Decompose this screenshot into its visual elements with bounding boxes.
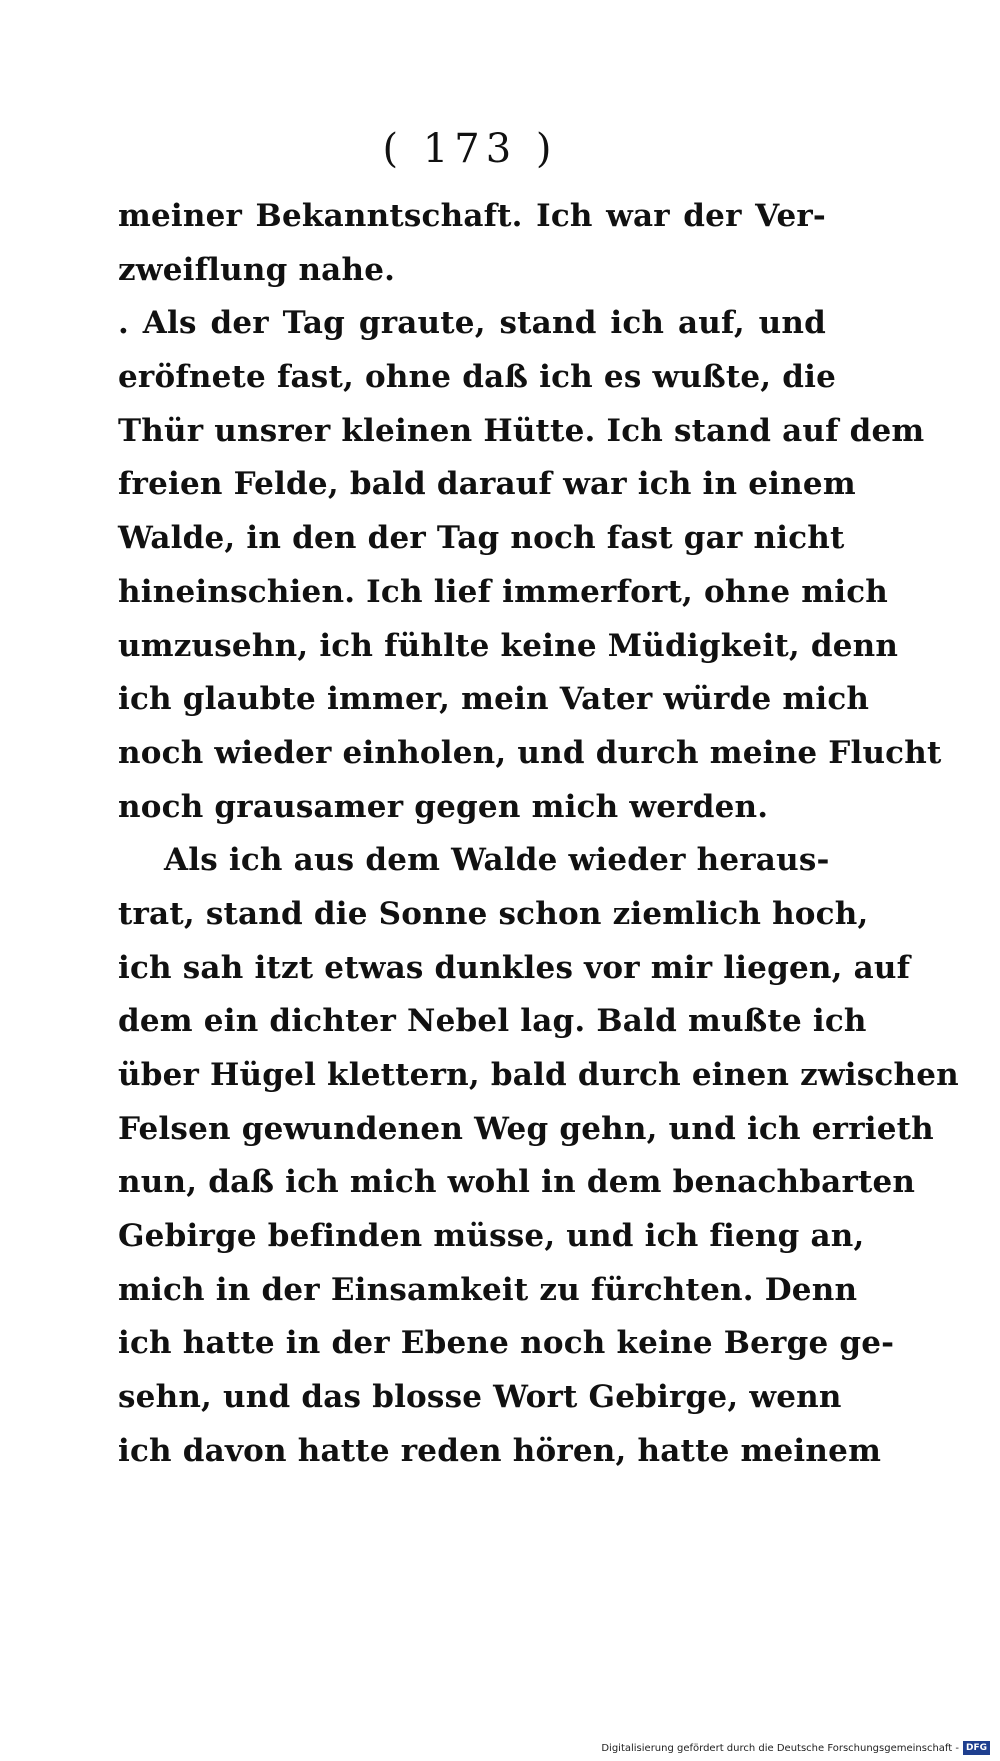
digitization-credit bbox=[601, 1741, 990, 1755]
text-line: . Als der Tag graute, stand ich auf, und bbox=[118, 305, 826, 342]
text-line: trat, stand die Sonne schon ziemlich hoch, bbox=[118, 895, 869, 932]
text-line: sehn, und das blosse Wort Gebirge, wenn bbox=[118, 1379, 842, 1416]
text-line: noch grausamer gegen mich werden. bbox=[118, 788, 769, 825]
text-line: meiner Bekanntschaft. Ich war der Ver- bbox=[118, 198, 826, 234]
text-line: ich hatte in der Ebene noch keine Berge ge- bbox=[118, 1325, 895, 1362]
text-line: Thür unsrer kleinen Hütte. Ich stand auf dem bbox=[118, 412, 925, 449]
text-line: nun, daß ich mich wohl in dem benachbarten bbox=[118, 1164, 916, 1201]
text-line: freien Felde, bald darauf war ich in einem bbox=[118, 466, 856, 503]
text-line: ich glaubte immer, mein Vater würde mich bbox=[118, 681, 870, 718]
text-line: umzusehn, ich fühlte keine Müdigkeit, denn bbox=[118, 627, 899, 664]
text-line: ich davon hatte reden hören, hatte meinem bbox=[118, 1432, 882, 1469]
text-line: über Hügel klettern, bald durch einen zwischen bbox=[118, 1057, 959, 1093]
text-line: Felsen gewundenen Weg gehn, und ich errieth bbox=[118, 1110, 934, 1147]
body-text bbox=[118, 190, 959, 1479]
text-line: Gebirge befinden müsse, und ich fieng an, bbox=[118, 1218, 865, 1255]
dfg-logo: DFG bbox=[963, 1741, 990, 1755]
text-line: hineinschien. Ich lief immerfort, ohne mich bbox=[118, 573, 889, 610]
text-line: Walde, in den der Tag noch fast gar nicht bbox=[118, 520, 845, 557]
text-line: eröfnete fast, ohne daß ich es wußte, die bbox=[118, 359, 837, 396]
page-number: ( 173 ) bbox=[382, 126, 558, 172]
text-line: dem ein dichter Nebel lag. Bald mußte ich bbox=[118, 1003, 867, 1040]
text-line: ich sah itzt etwas dunkles vor mir liegen, auf bbox=[118, 949, 911, 986]
text-line: noch wieder einholen, und durch meine Flucht bbox=[118, 734, 942, 771]
credit-text: Digitalisierung gefördert durch die Deutsche Forschungsgemeinschaft - bbox=[601, 1742, 959, 1754]
text-line: Als ich aus dem Walde wieder heraus- bbox=[164, 842, 830, 879]
text-line: zweiflung nahe. bbox=[118, 251, 396, 288]
text-line: mich in der Einsamkeit zu fürchten. Denn bbox=[118, 1271, 858, 1308]
